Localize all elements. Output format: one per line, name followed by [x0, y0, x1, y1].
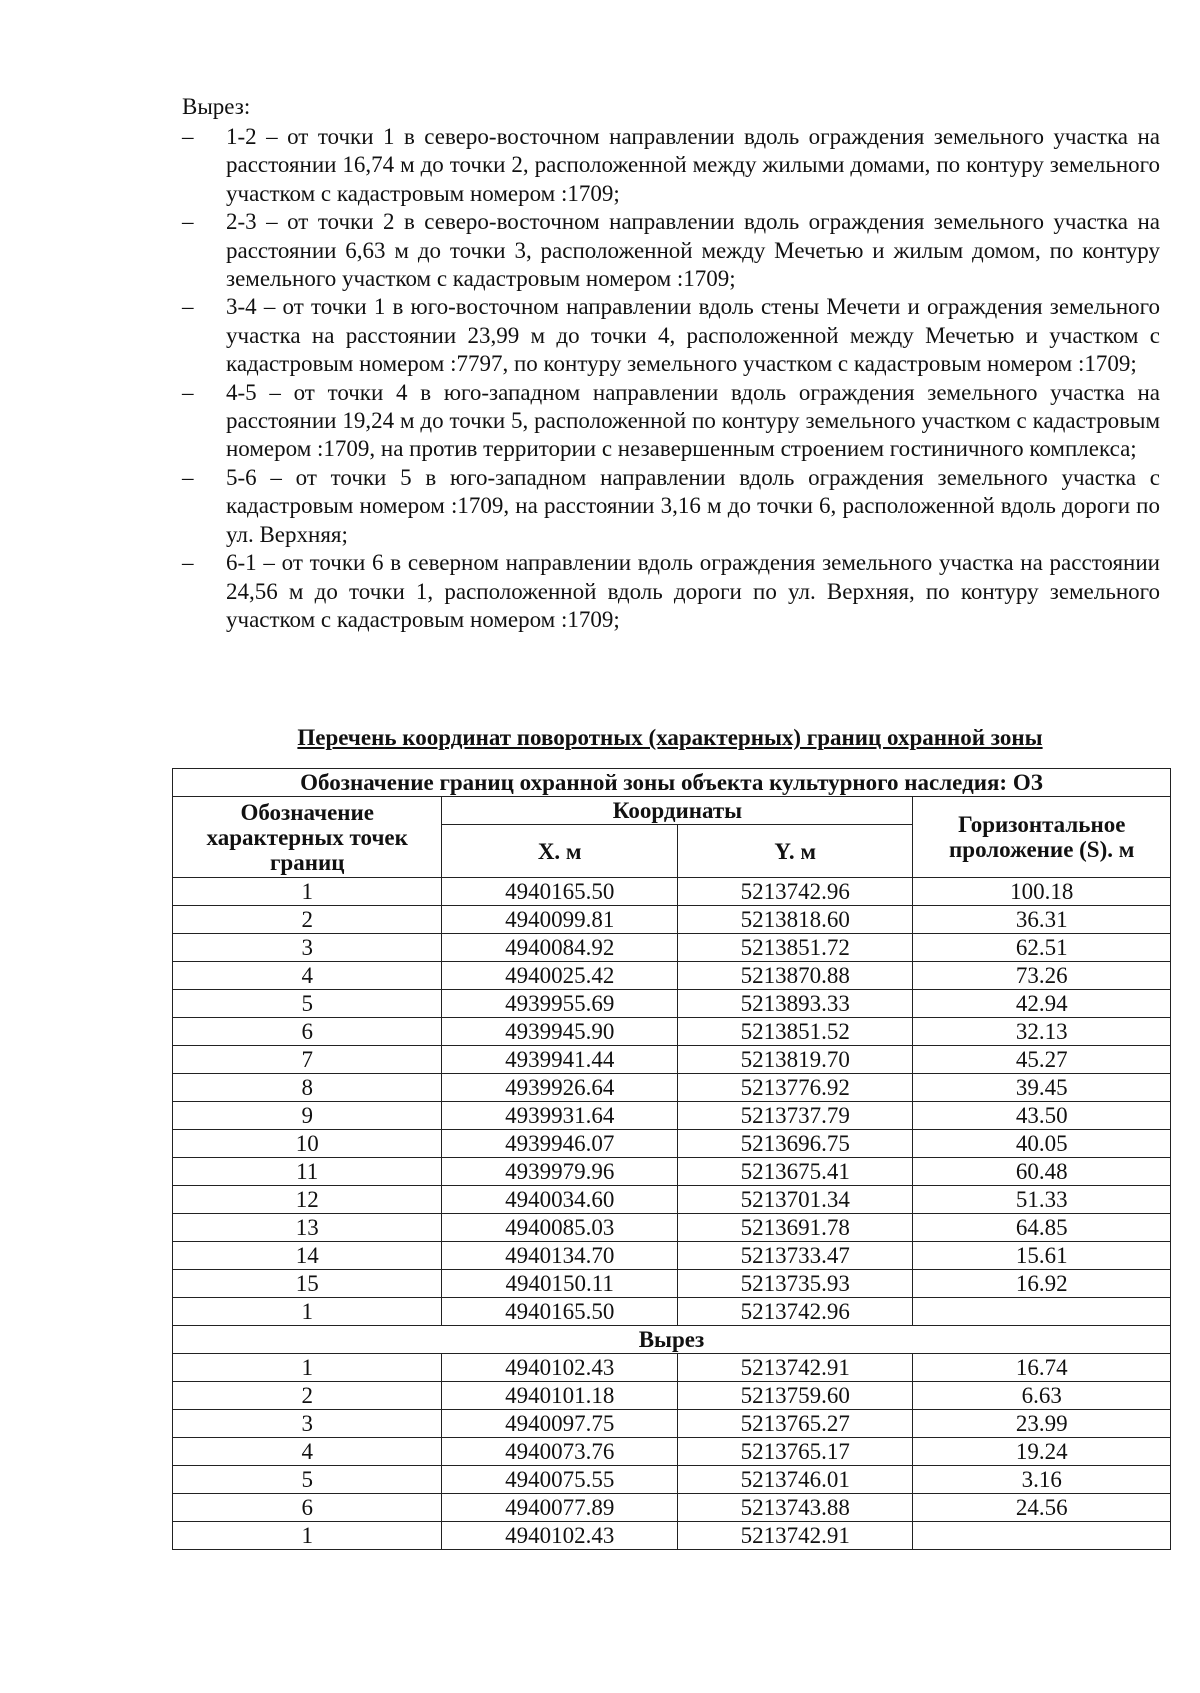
cell-x: 4940034.60: [442, 1186, 678, 1214]
table-row: [173, 1466, 1171, 1494]
segment-text: 6-1 – от точки 6 в северном направлении вдоль ограждения земельного участка на расстоянии 24,56 м до точки 1, расположенной вдоль дороги по ул. Верхняя, по контуру земельного участком с кадастровым номером :1709;: [226, 550, 1160, 632]
cell-x: 4940102.43: [442, 1354, 678, 1382]
cell-point: 1: [173, 1354, 442, 1382]
cell-y: 5213776.92: [677, 1074, 913, 1102]
cell-x: 4939941.44: [442, 1046, 678, 1074]
cell-distance: [913, 1298, 1171, 1326]
cell-x: 4940101.18: [442, 1382, 678, 1410]
cell-distance: 23.99: [913, 1410, 1171, 1438]
cell-point: 2: [173, 1382, 442, 1410]
cell-point: 3: [173, 1410, 442, 1438]
cell-y: 5213701.34: [677, 1186, 913, 1214]
header-horizontal-distance: Горизонтальное проложение (S). м: [913, 797, 1171, 878]
cell-y: 5213742.91: [677, 1354, 913, 1382]
cell-x: 4940134.70: [442, 1242, 678, 1270]
cell-y: 5213691.78: [677, 1214, 913, 1242]
cell-point: 13: [173, 1214, 442, 1242]
cell-distance: 43.50: [913, 1102, 1171, 1130]
cell-y: 5213743.88: [677, 1494, 913, 1522]
cell-x: 4940085.03: [442, 1214, 678, 1242]
cell-distance: 16.92: [913, 1270, 1171, 1298]
segment-list: [182, 123, 1160, 634]
table-row: [173, 1074, 1171, 1102]
table-row: [173, 1354, 1171, 1382]
table-row: [173, 1214, 1171, 1242]
zone-rows: [173, 878, 1171, 1326]
cell-y: 5213735.93: [677, 1270, 913, 1298]
cell-point: 5: [173, 990, 442, 1018]
cell-distance: 19.24: [913, 1438, 1171, 1466]
cell-distance: 15.61: [913, 1242, 1171, 1270]
list-item: [182, 464, 1160, 549]
cell-distance: 39.45: [913, 1074, 1171, 1102]
cell-y: 5213759.60: [677, 1382, 913, 1410]
header-x: X. м: [442, 825, 678, 878]
table-title: Перечень координат поворотных (характерных) границ охранной зоны: [297, 725, 1043, 750]
segment-text: 2-3 – от точки 2 в северо-восточном направлении вдоль ограждения земельного участка на расстоянии 6,63 м до точки 3, расположенной между Мечетью и жилым домом, по контуру земельного участком с кадастровым номером :1709;: [226, 209, 1160, 292]
cell-point: 4: [173, 1438, 442, 1466]
cell-point: 3: [173, 934, 442, 962]
cell-distance: 32.13: [913, 1018, 1171, 1046]
table-row: [173, 1242, 1171, 1270]
cell-point: 6: [173, 1018, 442, 1046]
cell-x: 4940165.50: [442, 878, 678, 906]
cell-y: 5213733.47: [677, 1242, 913, 1270]
cell-y: 5213742.96: [677, 1298, 913, 1326]
cell-point: 8: [173, 1074, 442, 1102]
bullet-dash: –: [182, 379, 194, 405]
cell-distance: 51.33: [913, 1186, 1171, 1214]
cell-distance: [913, 1522, 1171, 1550]
cell-point: 1: [173, 1298, 442, 1326]
cell-distance: 62.51: [913, 934, 1171, 962]
table-row: [173, 1130, 1171, 1158]
table-row: [173, 990, 1171, 1018]
list-item: [182, 379, 1160, 464]
table-row: [173, 1382, 1171, 1410]
cell-x: 4940150.11: [442, 1270, 678, 1298]
table-row: [173, 1298, 1171, 1326]
cell-distance: 6.63: [913, 1382, 1171, 1410]
cell-y: 5213765.27: [677, 1410, 913, 1438]
table-row: [173, 934, 1171, 962]
cell-x: 4940077.89: [442, 1494, 678, 1522]
table-caption-row: [173, 769, 1171, 797]
cell-point: 15: [173, 1270, 442, 1298]
header-coordinates: Координаты: [442, 797, 913, 825]
table-row: [173, 1270, 1171, 1298]
cell-y: 5213851.52: [677, 1018, 913, 1046]
cell-y: 5213675.41: [677, 1158, 913, 1186]
cell-x: 4940084.92: [442, 934, 678, 962]
cell-distance: 60.48: [913, 1158, 1171, 1186]
segment-text: 4-5 – от точки 4 в юго-западном направлении вдоль ограждения земельного участка на расстоянии 19,24 м до точки 5, расположенной по контуру земельного участком с кадастровым номером :1709, на против территории с незавершенным строением гостиничного комплекса;: [226, 379, 1160, 462]
cell-x: 4940025.42: [442, 962, 678, 990]
cell-point: 10: [173, 1130, 442, 1158]
cutout-label-row: [173, 1326, 1171, 1354]
cell-y: 5213851.72: [677, 934, 913, 962]
cell-x: 4940097.75: [442, 1410, 678, 1438]
table-row: [173, 1046, 1171, 1074]
cell-distance: 64.85: [913, 1214, 1171, 1242]
bullet-dash: –: [182, 550, 194, 576]
cell-distance: 3.16: [913, 1466, 1171, 1494]
table-row: [173, 962, 1171, 990]
cell-x: 4939945.90: [442, 1018, 678, 1046]
bullet-dash: –: [182, 124, 194, 149]
cell-y: 5213742.96: [677, 878, 913, 906]
cell-x: 4940075.55: [442, 1466, 678, 1494]
cell-distance: 24.56: [913, 1494, 1171, 1522]
table-row: [173, 1438, 1171, 1466]
cell-y: 5213737.79: [677, 1102, 913, 1130]
cell-y: 5213870.88: [677, 962, 913, 990]
cell-point: 7: [173, 1046, 442, 1074]
cell-y: 5213818.60: [677, 906, 913, 934]
cell-y: 5213819.70: [677, 1046, 913, 1074]
cell-point: 2: [173, 906, 442, 934]
cell-y: 5213746.01: [677, 1466, 913, 1494]
cell-y: 5213696.75: [677, 1130, 913, 1158]
bullet-dash: –: [182, 464, 194, 490]
cell-distance: 40.05: [913, 1130, 1171, 1158]
cell-x: 4939926.64: [442, 1074, 678, 1102]
table-row: [173, 1018, 1171, 1046]
cell-point: 4: [173, 962, 442, 990]
cell-point: 11: [173, 1158, 442, 1186]
cell-point: 14: [173, 1242, 442, 1270]
cutout-section: [173, 1326, 1171, 1354]
cell-point: 5: [173, 1466, 442, 1494]
cell-x: 4939946.07: [442, 1130, 678, 1158]
cell-distance: 36.31: [913, 906, 1171, 934]
list-item: [182, 208, 1160, 293]
cell-point: 9: [173, 1102, 442, 1130]
cell-y: 5213893.33: [677, 990, 913, 1018]
header-y: Y. м: [677, 825, 913, 878]
cell-point: 1: [173, 1522, 442, 1550]
cell-x: 4940102.43: [442, 1522, 678, 1550]
table-row: [173, 906, 1171, 934]
segment-text: 5-6 – от точки 5 в юго-западном направлении вдоль ограждения земельного участка с кадастровым номером :1709, на расстоянии 3,16 м до точки 6, расположенной вдоль дороги по ул. Верхняя;: [226, 464, 1160, 547]
list-item: [182, 293, 1160, 378]
cell-distance: 100.18: [913, 878, 1171, 906]
list-item: [182, 549, 1160, 634]
table-row: [173, 1102, 1171, 1130]
segment-text: 3-4 – от точки 1 в юго-восточном направлении вдоль стены Мечети и ограждения земельного участка на расстоянии 23,99 м до точки 4, расположенной между Мечетью и участком с кадастровым номером :7797, по контуру земельного участком с кадастровым номером :1709;: [226, 294, 1160, 377]
table-row: [173, 878, 1171, 906]
cutout-heading: Вырез:: [182, 94, 251, 119]
table-caption: Обозначение границ охранной зоны объекта культурного наследия: ОЗ: [173, 769, 1171, 797]
cutout-rows: [173, 1354, 1171, 1550]
cell-point: 12: [173, 1186, 442, 1214]
cell-x: 4939955.69: [442, 990, 678, 1018]
table-row: [173, 1410, 1171, 1438]
segment-text: 1-2 – от точки 1 в северо-восточном направлении вдоль ограждения земельного участка на расстоянии 16,74 м до точки 2, расположенной между жилыми домами, по контуру земельного участком с кадастровым номером :1709;: [226, 124, 1160, 206]
cell-x: 4940073.76: [442, 1438, 678, 1466]
cell-x: 4940099.81: [442, 906, 678, 934]
cell-y: 5213765.17: [677, 1438, 913, 1466]
cell-x: 4939931.64: [442, 1102, 678, 1130]
list-item: [182, 123, 1160, 208]
header-point: Обозначение характерных точек границ: [173, 797, 442, 878]
table-header-row: [173, 797, 1171, 825]
cell-distance: 45.27: [913, 1046, 1171, 1074]
table-row: [173, 1158, 1171, 1186]
cell-distance: 73.26: [913, 962, 1171, 990]
bullet-dash: –: [182, 209, 194, 235]
table-row: [173, 1522, 1171, 1550]
cell-point: 6: [173, 1494, 442, 1522]
cell-point: 1: [173, 878, 442, 906]
cell-x: 4940165.50: [442, 1298, 678, 1326]
cell-y: 5213742.91: [677, 1522, 913, 1550]
cell-distance: 42.94: [913, 990, 1171, 1018]
cell-x: 4939979.96: [442, 1158, 678, 1186]
table-row: [173, 1186, 1171, 1214]
cell-distance: 16.74: [913, 1354, 1171, 1382]
table-row: [173, 1494, 1171, 1522]
cutout-label: Вырез: [173, 1326, 1171, 1354]
coordinates-table: [172, 768, 1171, 1550]
bullet-dash: –: [182, 294, 194, 320]
